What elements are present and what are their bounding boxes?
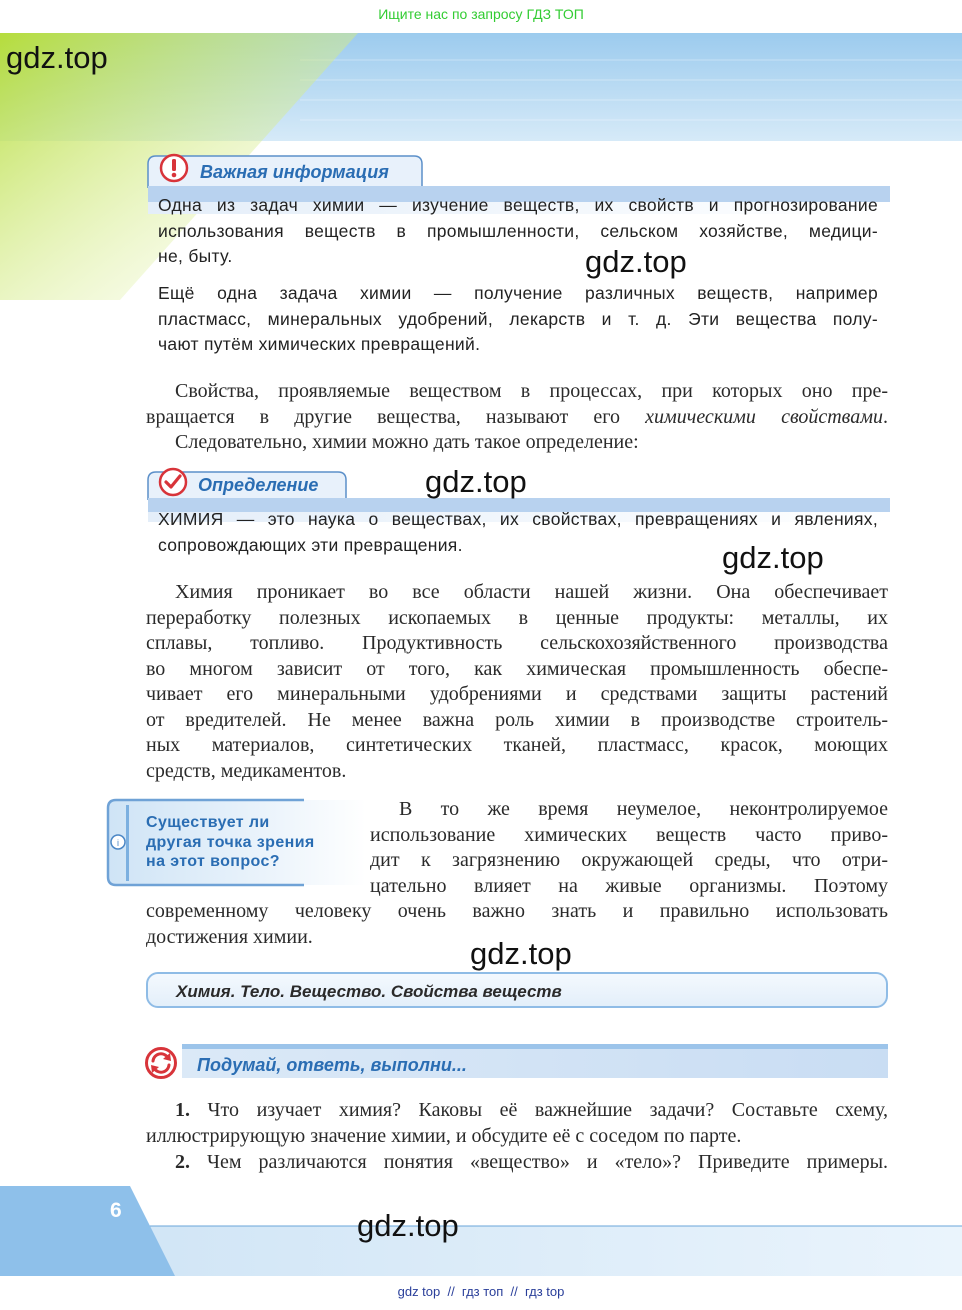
footer-band [0,1180,962,1280]
important-info-label: Важная информация [200,162,389,182]
page-number: 6 [110,1199,122,1222]
paragraph-chemistry-role: Химия проникает во все области нашей жизни. Она обеспечивает переработку полезных ископаемых в ценные продукты: металлы, их сплавы, топливо. Продуктивность сельскохозяйственного производства во многом зависит от того, как химическая промышленность обеспе- чивает его минеральными удобрениями и средствами защиты растений от вредителей. Не менее важна роль химии в производстве строитель- ных материалов, синтетических тканей, пластмасс, красок, моющих средств, медикаментов. [146,581,888,782]
important-text-2: Ещё одна задача химии — получение различных веществ, например пластмасс, минеральных удобрений, лекарств и т. д. Эти вещества полу- чают путём химических превращений. [158,283,878,354]
definition-label: Определение [198,475,319,495]
watermark: gdz.top [425,464,527,499]
questions-list: 1. Что изучает химия? Каковы её важнейшие задачи? Составьте схему, иллюстрирующую значение химии, и обсудите её с соседом по парте. 2. Чем различаются понятия «вещество» и «тело»? Приведите примеры. [146,1099,889,1173]
paragraph-chemical-properties: Свойства, проявляемые веществом в процессах, при которых оно пре- вращается в другие вещества, называют его химическими свойствами. Следовательно, химии можно дать такое определение: [146,380,888,453]
watermark: gdz.top [722,540,824,575]
question-2: 2. Чем различаются понятия «вещество» и «тело»? Приведите примеры. [175,1151,889,1173]
watermark: gdz.top [585,244,687,279]
search-hint: Ищите нас по запросу ГДЗ ТОП [378,6,584,22]
keywords-text: Химия. Тело. Вещество. Свойства веществ [176,982,562,1001]
exclamation-icon [158,153,190,185]
footer-links: gdz top // гдз топ // гдз top [397,1284,565,1299]
watermark: gdz.top [6,40,108,75]
checkmark-icon [157,466,189,498]
question-1: 1. Что изучает химия? Каковы её важнейшие задачи? Составьте схему, [175,1099,888,1121]
definition-text: ХИМИЯ — это наука о веществах, их свойствах, превращениях и явлениях, сопровождающих эти превращения. [158,509,878,555]
keywords-bar [146,972,888,1008]
viewpoint-question: Существует ли другая точка зрения на этот вопрос? [146,814,315,870]
svg-text:i: i [117,838,119,848]
refresh-icon [144,1046,178,1080]
watermark: gdz.top [357,1208,459,1243]
watermark: gdz.top [470,936,572,971]
think-label: Подумай, ответь, выполни... [197,1055,467,1075]
important-text-1: Одна из задач химии — изучение веществ, их свойств и прогнозирование использования веществ в промышленности, сельском хозяйстве, медици- не, быту. [158,195,878,266]
paragraph-pollution-b: современному человеку очень важно знать и правильно использовать достижения химии. [146,900,888,948]
paragraph-pollution-a: В то же время неумелое, неконтролируемое использование химических веществ часто приво- дит к загрязнению окружающей среды, что отри- цательно влияет на живые организмы. Поэтому [370,798,888,897]
